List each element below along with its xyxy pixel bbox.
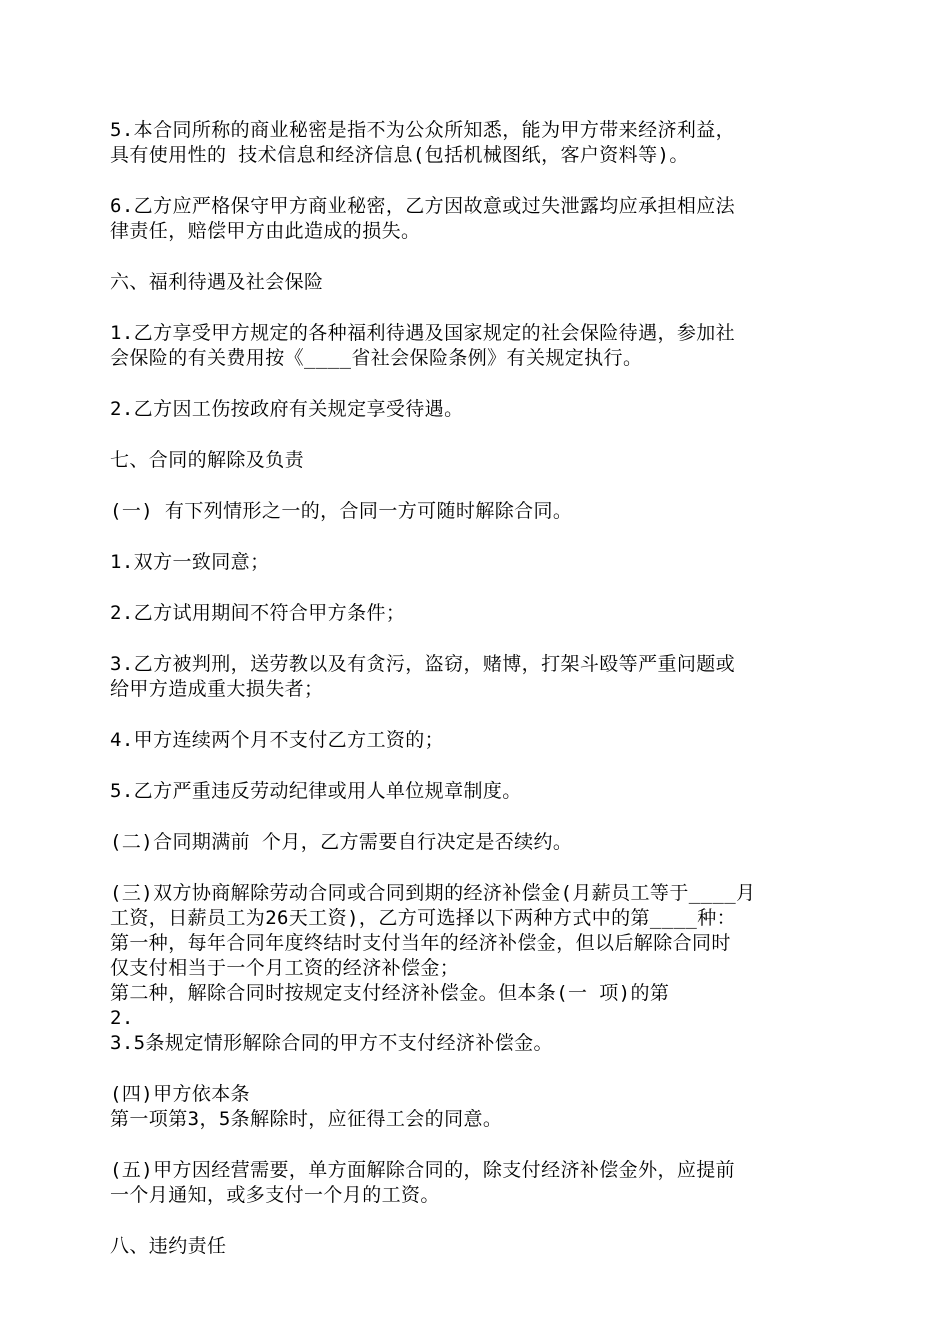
text-line: 六、福利待遇及社会保险 <box>110 271 324 293</box>
paragraph <box>110 550 845 575</box>
text-line: 会保险的有关费用按《____省社会保险条例》有关规定执行。 <box>110 347 643 369</box>
text-line: 3.5条规定情形解除合同的甲方不支付经济补偿金。 <box>110 1032 553 1054</box>
text-line: 2.乙方因工伤按政府有关规定享受待遇。 <box>110 398 464 420</box>
text-line: 七、合同的解除及负责 <box>110 449 305 471</box>
text-line: 第二种，解除合同时按规定支付经济补偿金。但本条(一 项)的第 <box>110 982 670 1004</box>
paragraph <box>110 448 845 473</box>
text-line: (一) 有下列情形之一的，合同一方可随时解除合同。 <box>110 500 573 522</box>
paragraph <box>110 321 845 371</box>
text-line: 4.甲方连续两个月不支付乙方工资的； <box>110 729 445 751</box>
text-line: (五)甲方因经营需要，单方面解除合同的，除支付经济补偿金外，应提前 <box>110 1159 736 1181</box>
text-line: 工资，日薪员工为26天工资)，乙方可选择以下两种方式中的第____种： <box>110 907 737 929</box>
text-line: 5.乙方严重违反劳动纪律或用人单位规章制度。 <box>110 780 522 802</box>
paragraph <box>110 194 845 244</box>
paragraph <box>110 601 845 626</box>
text-line: 律责任，赔偿甲方由此造成的损失。 <box>110 220 421 242</box>
text-line: (二)合同期满前 个月，乙方需要自行决定是否续约。 <box>110 831 573 853</box>
paragraph <box>110 118 845 168</box>
text-line: 一个月通知，或多支付一个月的工资。 <box>110 1184 440 1206</box>
paragraph <box>110 1082 845 1132</box>
text-line: 3.乙方被判刑，送劳教以及有贪污，盗窃，赌博，打架斗殴等严重问题或 <box>110 653 736 675</box>
paragraph <box>110 397 845 422</box>
text-line: 2. <box>110 1007 134 1029</box>
text-line: 2.乙方试用期间不符合甲方条件； <box>110 602 406 624</box>
paragraph <box>110 270 845 295</box>
text-line: (三)双方协商解除劳动合同或合同到期的经济补偿金(月薪员工等于____月 <box>110 882 756 904</box>
paragraph <box>110 779 845 804</box>
text-line: 6.乙方应严格保守甲方商业秘密，乙方因故意或过失泄露均应承担相应法 <box>110 195 736 217</box>
text-line: 1.双方一致同意； <box>110 551 270 573</box>
paragraph <box>110 652 845 702</box>
text-line: 具有使用性的 技术信息和经济信息(包括机械图纸，客户资料等)。 <box>110 144 689 166</box>
text-line: 仅支付相当于一个月工资的经济补偿金； <box>110 957 460 979</box>
document-page <box>110 118 845 1285</box>
text-line: 第一种，每年合同年度终结时支付当年的经济补偿金，但以后解除合同时 <box>110 932 731 954</box>
paragraph <box>110 728 845 753</box>
paragraph <box>110 830 845 855</box>
text-line: 5.本合同所称的商业秘密是指不为公众所知悉，能为甲方带来经济利益， <box>110 119 736 141</box>
paragraph <box>110 1158 845 1208</box>
text-line: 第一项第3，5条解除时，应征得工会的同意。 <box>110 1108 503 1130</box>
text-line: 1.乙方享受甲方规定的各种福利待遇及国家规定的社会保险待遇，参加社 <box>110 322 736 344</box>
paragraph <box>110 1234 845 1259</box>
paragraph <box>110 881 845 1056</box>
text-line: 八、违约责任 <box>110 1235 227 1257</box>
text-line: (四)甲方依本条 <box>110 1083 251 1105</box>
paragraph <box>110 499 845 524</box>
text-line: 给甲方造成重大损失者； <box>110 678 324 700</box>
